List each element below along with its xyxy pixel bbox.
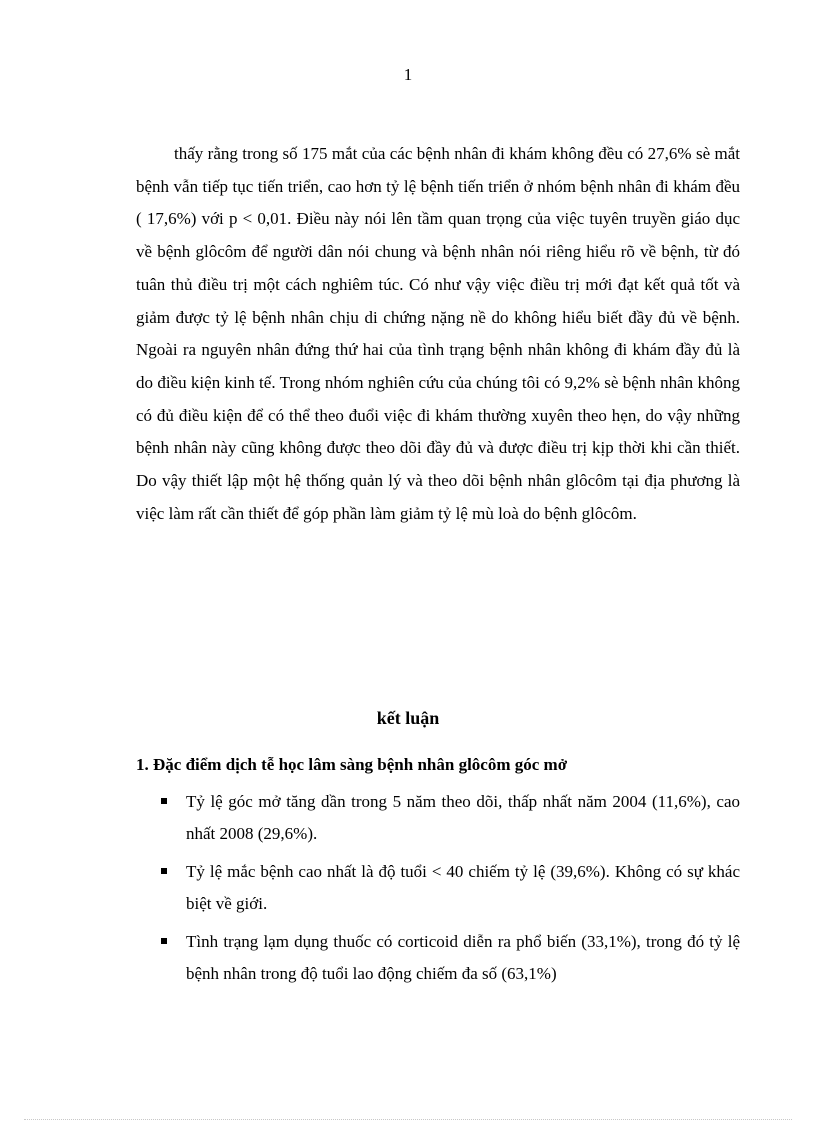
square-bullet-icon xyxy=(161,938,167,944)
body-paragraph: thấy rằng trong số 175 mắt của các bệnh nhân đi khám không đều có 27,6% sè mắt bệnh vẫn tiếp tục tiến triển, cao hơn tỷ lệ bệnh tiến triển ở nhóm bệnh nhân đi khám đều ( 17,6%) với p < 0,01. Điều này nói lên tầm quan trọng của việc tuyên truyền giáo dục về bệnh glôcôm để người dân nói chung và bệnh nhân nói riêng hiểu rõ về bệnh, từ đó tuân thủ điều trị một cách nghiêm túc. Có như vậy việc điều trị mới đạt kết quả tốt và giảm được tỷ lệ bệnh nhân chịu di chứng nặng nề do không hiểu biết đầy đủ về bệnh. Ngoài ra nguyên nhân đứng thứ hai của tình trạng bệnh nhân không đi khám đầy đủ là do điều kiện kinh tế. Trong nhóm nghiên cứu của chúng tôi có 9,2% sè bệnh nhân không có đủ điều kiện để có thể theo đuổi việc đi khám thường xuyên theo hẹn, do vậy những bệnh nhân này cũng không được theo dõi đầy đủ và được điều trị kịp thời khi cần thiết. Do vậy thiết lập một hệ thống quản lý và theo dõi bệnh nhân glôcôm tại địa phương là việc làm rất cần thiết để góp phần làm giảm tỷ lệ mù loà do bệnh glôcôm. xyxy=(136,144,740,523)
bullet-item xyxy=(136,856,740,920)
conclusion-heading: kết luận xyxy=(376,708,440,728)
square-bullet-icon xyxy=(161,798,167,804)
page-number: 1 xyxy=(403,65,413,84)
bullet-item xyxy=(136,786,740,850)
section-1-heading: 1. Đặc điểm dịch tễ học lâm sàng bệnh nhân glôcôm góc mở xyxy=(136,755,568,774)
bullet-text: Tỷ lệ góc mở tăng dần trong 5 năm theo dõi, thấp nhất năm 2004 (11,6%), cao nhất 2008 (29,6%). xyxy=(186,792,740,843)
page-bottom-divider xyxy=(24,1119,792,1120)
bullet-item xyxy=(136,926,740,990)
bullet-text: Tình trạng lạm dụng thuốc có corticoid diễn ra phổ biến (33,1%), trong đó tỷ lệ bệnh nhân trong độ tuổi lao động chiếm đa số (63,1%) xyxy=(186,932,740,983)
conclusion-bullet-list xyxy=(136,786,740,996)
bullet-text: Tỷ lệ mắc bệnh cao nhất là độ tuổi < 40 chiếm tỷ lệ (39,6%). Không có sự khác biệt về giới. xyxy=(186,862,740,913)
square-bullet-icon xyxy=(161,868,167,874)
